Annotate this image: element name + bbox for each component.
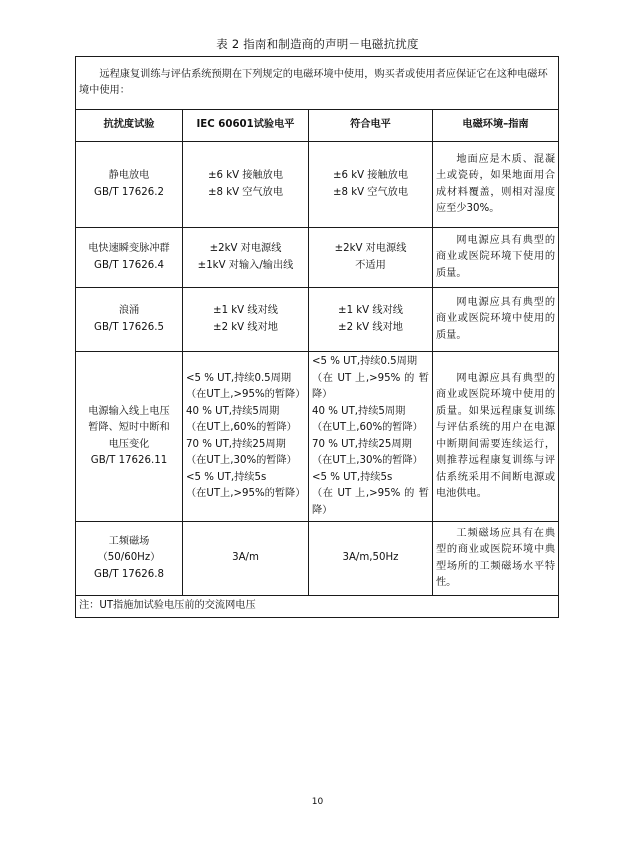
compliance-level-line: ±2 kV 线对地 [338,321,403,333]
compliance-level-cell [309,352,433,522]
test-name: 电源输入线上电压 [88,405,170,417]
iec-level-line: （在UT上,>95%的暂降） [186,389,306,400]
compliance-level-cell [309,142,433,228]
header-test: 抗扰度试验 [76,110,183,142]
test-name: 暂降、短时中断和 [88,422,170,433]
compliance-level-cell [309,228,433,288]
iec-level-line: （在UT上,60%的暂降） [186,422,297,433]
test-name: 静电放电 [108,170,150,181]
iec-level-line: ±2 kV 线对地 [213,321,278,333]
test-name: 电压变化 [108,438,150,450]
compliance-level-line: （在 UT 上,>95% 的 暂降） [312,372,429,400]
table-row [76,288,559,352]
table-row [76,142,559,228]
compliance-level-line: 40 % UT,持续5周期 [312,405,406,417]
iec-level-line: 70 % UT,持续25周期 [186,438,286,450]
compliance-level-line: ±2kV 对电源线 [334,243,407,254]
table-title: 表 2 指南和制造商的声明－电磁抗扰度 [216,37,419,51]
iec-level-cell [183,352,309,522]
compliance-level-line: <5 % UT,持续0.5周期 [312,356,418,367]
environment-cell: 地面应是木质、混凝土或瓷砖，如果地面用合成材料覆盖，则相对湿度应至少30%。 [433,142,559,228]
iec-level-line: ±1 kV 线对线 [213,305,278,316]
iec-level-line: ±6 kV 接触放电 [207,170,284,181]
test-name: 浪涌 [118,305,140,316]
test-standard: GB/T 17626.8 [94,568,164,580]
table-row [76,352,559,522]
test-standard: GB/T 17626.4 [94,259,164,271]
test-frequency: （50/60Hz） [97,552,161,564]
compliance-level-line: ±1 kV 线对线 [338,305,403,316]
compliance-level-line: （在UT上,60%的暂降） [312,422,423,433]
iec-level-cell [183,522,309,596]
test-name: 电快速瞬变脉冲群 [88,243,170,254]
environment-cell: 网电源应具有典型的商业或医院环境下使用的质量。 [433,228,559,288]
iec-level-cell [183,288,309,352]
test-name: 工频磁场 [108,535,150,547]
test-standard: GB/T 17626.2 [94,186,164,198]
iec-level-line: （在UT上,30%的暂降） [186,455,297,466]
iec-level-cell [183,228,309,288]
compliance-level-cell [309,522,433,596]
table-row [76,228,559,288]
compliance-level-line: 不适用 [355,259,386,271]
iec-level-line: ±8 kV 空气放电 [207,186,284,198]
test-cell [76,522,183,596]
compliance-level-line: 70 % UT,持续25周期 [312,438,412,450]
environment-cell: 工频磁场应具有在典型的商业或医院环境中典型场所的工频磁场水平特性。 [433,522,559,596]
footnote: 注：UT指施加试验电压前的交流网电压 [76,596,559,618]
environment-cell: 网电源应具有典型的商业或医院环境中使用的质量。 [433,288,559,352]
intro-text: 远程康复训练与评估系统预期在下列规定的电磁环境中使用，购买者或使用者应保证它在这种电磁环境中使用： [76,57,559,110]
compliance-level-line: （在UT上,30%的暂降） [312,455,423,466]
iec-level-line: ±2kV 对电源线 [209,243,282,254]
header-environment: 电磁环境–指南 [433,110,559,142]
compliance-level-cell [309,288,433,352]
header-iec-level: IEC 60601试验电平 [183,110,309,142]
iec-level-line: <5 % UT,持续5s [186,471,267,483]
page-number: 10 [311,797,324,807]
compliance-level-line: <5 % UT,持续5s [312,471,393,483]
test-cell [76,142,183,228]
header-row [76,110,559,142]
header-compliance-level: 符合电平 [309,110,433,142]
iec-level-line: ±1kV 对输入/输出线 [197,259,294,271]
test-cell [76,228,183,288]
intro-row [76,57,559,110]
compliance-level-line: ±8 kV 空气放电 [332,186,409,198]
table-row [76,522,559,596]
compliance-level-line: （在 UT 上,>95% 的 暂降） [312,488,429,516]
compliance-level-line: 3A/m,50Hz [342,552,399,564]
environment-cell: 网电源应具有典型的商业或医院环境中使用的质量。如果远程康复训练与评估系统的用户在电源中断期间需要连续运行，则推荐远程康复训练与评估系统采用不间断电源或电池供电。 [433,352,559,522]
test-cell [76,352,183,522]
iec-level-line: 3A/m [232,552,259,564]
compliance-level-line: ±6 kV 接触放电 [332,170,409,181]
test-cell [76,288,183,352]
iec-level-line: <5 % UT,持续0.5周期 [186,372,292,384]
note-row [76,596,559,618]
iec-level-cell [183,142,309,228]
iec-level-line: （在UT上,>95%的暂降） [186,488,306,499]
immunity-table [75,56,559,618]
test-standard: GB/T 17626.5 [94,321,164,333]
test-standard: GB/T 17626.11 [90,455,168,466]
iec-level-line: 40 % UT,持续5周期 [186,405,280,417]
